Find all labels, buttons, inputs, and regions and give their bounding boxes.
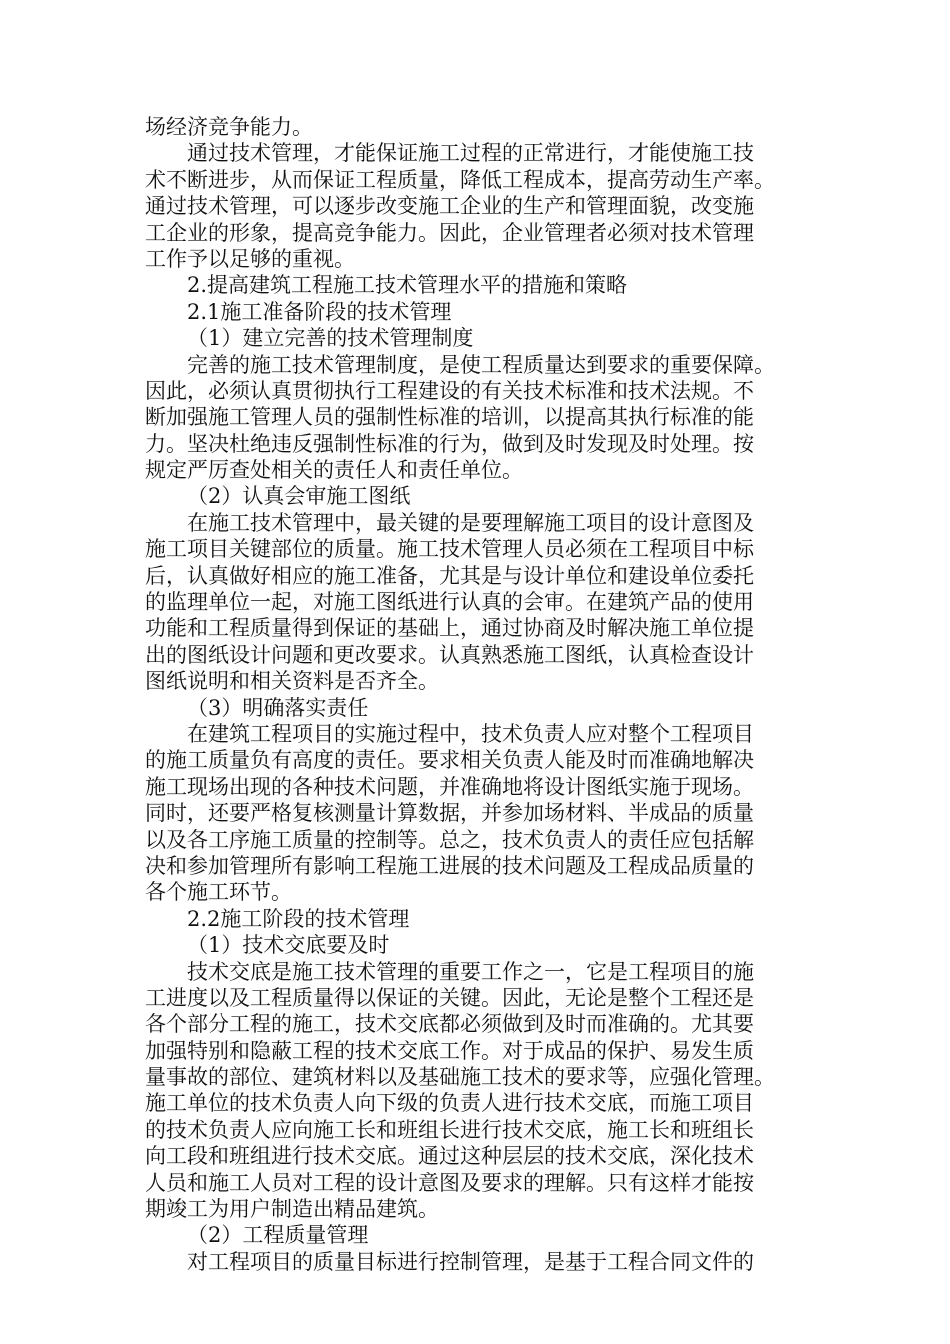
text-line: 在施工技术管理中，最关键的是要理解施工项目的设计意图及 — [187, 510, 754, 535]
text-line: 图纸说明和相关资料是否齐全。 — [145, 669, 439, 694]
text-line: 术不断进步，从而保证工程质量，降低工程成本，提高劳动生产率。 — [145, 167, 775, 192]
text-line: （3）明确落实责任 — [187, 695, 369, 720]
text-line: 的技术负责人应向施工长和班组长进行技术交底，施工长和班组长 — [145, 1117, 754, 1142]
text-line: 工进度以及工程质量得以保证的关键。因此，无论是整个工程还是 — [145, 985, 754, 1010]
text-line: 后，认真做好相应的施工准备，尤其是与设计单位和建设单位委托 — [145, 563, 754, 588]
text-line: 各个部分工程的施工，技术交底都必须做到及时而准确的。尤其要 — [145, 1012, 754, 1037]
text-line: 工作予以足够的重视。 — [145, 246, 355, 271]
text-line: 加强特别和隐蔽工程的技术交底工作。对于成品的保护、易发生质 — [145, 1038, 754, 1063]
text-line: 人员和施工人员对工程的设计意图及要求的理解。只有这样才能按 — [145, 1170, 754, 1195]
text-line: 同时，还要严格复核测量计算数据，并参加场材料、半成品的质量 — [145, 801, 754, 826]
text-line: 场经济竞争能力。 — [145, 115, 313, 139]
text-line: 出的图纸设计问题和更改要求。认真熟悉施工图纸，认真检查设计 — [145, 642, 754, 667]
text-line: 因此，必须认真贯彻执行工程建设的有关技术标准和技术法规。不 — [145, 378, 754, 403]
text-line: 2.2施工阶段的技术管理 — [187, 906, 410, 931]
text-line: 对工程项目的质量目标进行控制管理，是基于工程合同文件的 — [187, 1249, 754, 1274]
text-line: 决和参加管理所有影响工程施工进展的技术问题及工程成品质量的 — [145, 853, 754, 878]
text-line: （2）认真会审施工图纸 — [187, 484, 411, 509]
text-line: 2.提高建筑工程施工技术管理水平的措施和策略 — [187, 273, 628, 298]
text-line: 施工单位的技术负责人向下级的负责人进行技术交底，而施工项目 — [145, 1091, 754, 1116]
text-line: 向工段和班组进行技术交底。通过这种层层的技术交底，深化技术 — [145, 1144, 754, 1169]
text-line: 功能和工程质量得到保证的基础上，通过协商及时解决施工单位提 — [145, 616, 754, 641]
text-line: 规定严厉查处相关的责任人和责任单位。 — [145, 458, 523, 483]
text-line: 通过技术管理，才能保证施工过程的正常进行，才能使施工技 — [187, 141, 754, 166]
text-line: 期竣工为用户制造出精品建筑。 — [145, 1197, 439, 1222]
text-line: 在建筑工程项目的实施过程中，技术负责人应对整个工程项目 — [187, 721, 754, 746]
text-line: 各个施工环节。 — [145, 880, 292, 905]
text-line: 量事故的部位、建筑材料以及基础施工技术的要求等，应强化管理。 — [145, 1065, 775, 1090]
text-line: 2.1施工准备阶段的技术管理 — [187, 299, 452, 324]
text-line: 完善的施工技术管理制度，是使工程质量达到要求的重要保障。 — [187, 352, 775, 377]
text-line: 以及各工序施工质量的控制等。总之，技术负责人的责任应包括解 — [145, 827, 754, 852]
text-line: （1）技术交底要及时 — [187, 933, 390, 958]
document-body — [145, 114, 815, 1275]
text-line: 技术交底是施工技术管理的重要工作之一，它是工程项目的施 — [187, 959, 754, 984]
text-line: 通过技术管理，可以逐步改变施工企业的生产和管理面貌，改变施 — [145, 194, 754, 219]
text-line: 的监理单位一起，对施工图纸进行认真的会审。在建筑产品的使用 — [145, 590, 754, 615]
text-line: 施工现场出现的各种技术问题，并准确地将设计图纸实施于现场。 — [145, 774, 754, 799]
text-line: 力。坚决杜绝违反强制性标准的行为，做到及时发现及时处理。按 — [145, 431, 754, 456]
text-line: 施工项目关键部位的质量。施工技术管理人员必须在工程项目中标 — [145, 537, 754, 562]
text-line: （1）建立完善的技术管理制度 — [187, 326, 474, 351]
text-line: 工企业的形象，提高竞争能力。因此，企业管理者必须对技术管理 — [145, 220, 754, 245]
text-line: 断加强施工管理人员的强制性标准的培训，以提高其执行标准的能 — [145, 405, 754, 430]
text-line: （2）工程质量管理 — [187, 1223, 369, 1248]
text-line: 的施工质量负有高度的责任。要求相关负责人能及时而准确地解决 — [145, 748, 754, 773]
